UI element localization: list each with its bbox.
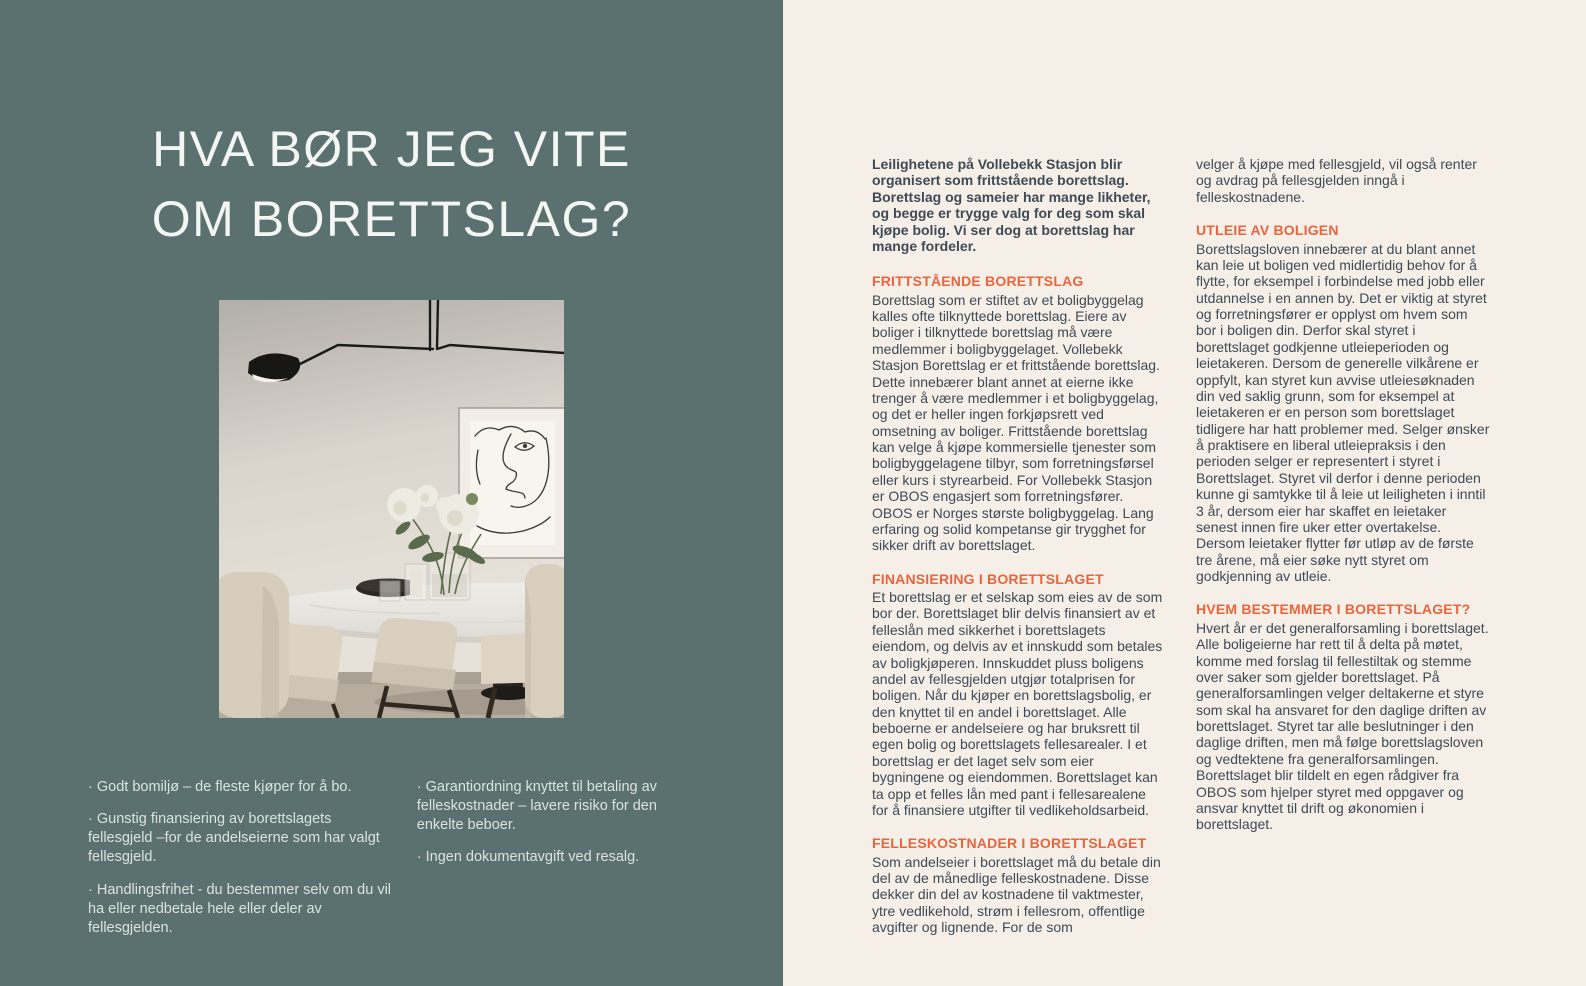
page-title-line2: OM BORETTSLAG? bbox=[151, 191, 632, 247]
benefit-item: · Ingen dokumentavgift ved resalg. bbox=[416, 849, 640, 866]
right-page bbox=[783, 0, 1586, 986]
section-heading: HVEM BESTEMMER I BORETTSLAGET? bbox=[1196, 601, 1471, 618]
text-columns bbox=[872, 156, 1490, 936]
section-hvem-bestemmer bbox=[1196, 601, 1490, 832]
benefits-column-2 bbox=[417, 778, 692, 951]
section-body: Hvert år er det generalforsamling i borettslaget. Alle boligeierne har rett til å delta på møtet, komme med forslag til fellestiltak og stemme over saker som gjelder borettslaget. På generalforsamlingen velger deltakerne et styre som skal ha ansvaret for den daglige driften av borettslaget. Styret tar alle beslutninger i den daglige driften, men må følge borettslagsloven og vedtektene fra generalforsamlingen. Borettslaget blir tildelt en egen rådgiver fra OBOS som hjelper styret med oppgaver og ansvar knyttet til drift og økonomien i borettslaget. bbox=[1196, 619, 1489, 833]
section-body: Et borettslag er et selskap som eies av de som bor der. Borettslaget blir delvis finansiert av et felleslån med sikkerhet i borettslagets eiendom, og delvis av et innskudd som betales av boligkjøperen. Innskuddet pluss boligens andel av fellesgjelden utgjør totalprisen for boligen. Når du kjøper en borettslagsbolig, er den knyttet til en andel i borettslaget. Alle beboerne er andelseiere og har bruksrett til egen bolig og borettslagets fellesarealer. I et borettslag er det laget selv som eier bygningene og eiendommen. Borettslaget kan ta opp et felles lån med pant i fellesarealene for å finansiere utgifter til vedlikeholdsarbeid. bbox=[872, 589, 1163, 818]
section-body: Borettslagsloven innebærer at du blant annet kan leie ut boligen ved midlertidig behov for å flytte, for eksempel i forbindelse med jobb eller utdannelse i en annen by. Det er viktig at styret og forretningsfører er opplyst om hvem som bor i boligen din. Derfor skal styret i borettslaget godkjenne utleieperioden og leietakeren. Dersom de generelle vilkårene er oppfylt, kan styret kun avvise utleiesøknaden din ved saklig grunn, som for eksempel at leietakeren er en person som borettslaget tidligere har hatt problemer med. Selger ønsker å praktisere en liberal utleiepraksis i den perioden selger er representert i styret i Borettslaget. Styret vil derfor i denne perioden kunne gi samtykke til å leie ut leiligheten i inntil 3 år, dersom eier har skaffet en leietaker senest innen fire uker etter overtakelse. Dersom leietaker flytter før utløp av de første tre årene, må eier søke nytt styret om godkjenning av utleie. bbox=[1196, 240, 1490, 584]
page-title bbox=[0, 114, 783, 254]
section-heading: FRITTSTÅENDE BORETTSLAG bbox=[872, 273, 1084, 290]
section-body: Borettslag som er stiftet av et boligbyggelag kalles ofte tilknyttede borettslag. Eiere av boliger i tilknyttede borettslag må være medlemmer i boligbyggelaget. Vollebekk Stasjon Borettslag er et frittstående borettslag. Dette innebærer blant annet at eierne ikke trenger å være medlemmer i et boligbyggelag, og det er heller ingen forkjøpsrett ved omsetning av boliger. Frittstående borettslag kan velge å kjøpe kommersielle tjenester som boligbyggelagene tilbyr, som forretningsførsel eller kurs i styrearbeid. For Vollebekk Stasjon er OBOS engasjert som forretningsfører. OBOS er Norges største boligbyggelag. Lang erfaring og solid kompetanse gir trygghet for sikker drift av borettslaget. bbox=[872, 291, 1160, 554]
benefit-item: · Gunstig finansiering av borettslagets fellesgjeld –for de andelseierne som har valgt fellesgjeld. bbox=[88, 811, 380, 866]
benefit-item: · Godt bomiljø – de fleste kjøper for å bo. bbox=[88, 779, 352, 795]
section-heading: FINANSIERING I BORETTSLAGET bbox=[872, 570, 1104, 587]
section-utleie bbox=[1196, 222, 1490, 584]
flower-bud bbox=[466, 493, 478, 505]
left-page bbox=[0, 0, 783, 986]
section-frittstaende-borettslag bbox=[872, 273, 1166, 553]
text-column-1 bbox=[872, 156, 1166, 936]
section-heading: FELLESKOSTNADER I BORETTSLAGET bbox=[872, 835, 1147, 852]
benefits-column-1 bbox=[88, 778, 393, 951]
section-felleskostnader bbox=[872, 835, 1166, 935]
section-finansiering bbox=[872, 571, 1166, 819]
wall-art bbox=[459, 408, 564, 558]
text-column-2 bbox=[1196, 156, 1490, 936]
benefit-item: · Handlingsfrihet - du bestemmer selv om du vil ha eller nedbetale hele eller deler av fellesgjelden. bbox=[88, 881, 392, 936]
section-body: Som andelseier i borettslaget må du betale din del av de månedlige felleskostnadene. Disse dekker din del av kostnadene til vaktmester, ytre vedlikehold, strøm i fellesrom, offentlige avgifter og lignende. For de som bbox=[872, 853, 1161, 936]
dining-room-photo bbox=[219, 300, 564, 718]
benefits-list bbox=[88, 778, 692, 951]
benefit-item: · Garantiordning knyttet til betaling av felleskostnader – lavere risiko for den enkelte beboer. bbox=[416, 779, 657, 834]
continuation-paragraph: velger å kjøpe med fellesgjeld, vil også renter og avdrag på fellesgjelden inngå i felleskostnadene. bbox=[1196, 156, 1477, 205]
intro-paragraph: Leilighetene på Vollebekk Stasjon blir organisert som frittstående borettslag. Borettslag og sameier har mange likheter, og begge er trygge valg for deg som skal kjøpe bolig. Vi ser dog at borettslag har mange fordeler. bbox=[872, 156, 1151, 254]
section-heading: UTLEIE AV BOLIGEN bbox=[1196, 222, 1339, 239]
page-title-line1: HVA BØR JEG VITE bbox=[152, 121, 631, 177]
